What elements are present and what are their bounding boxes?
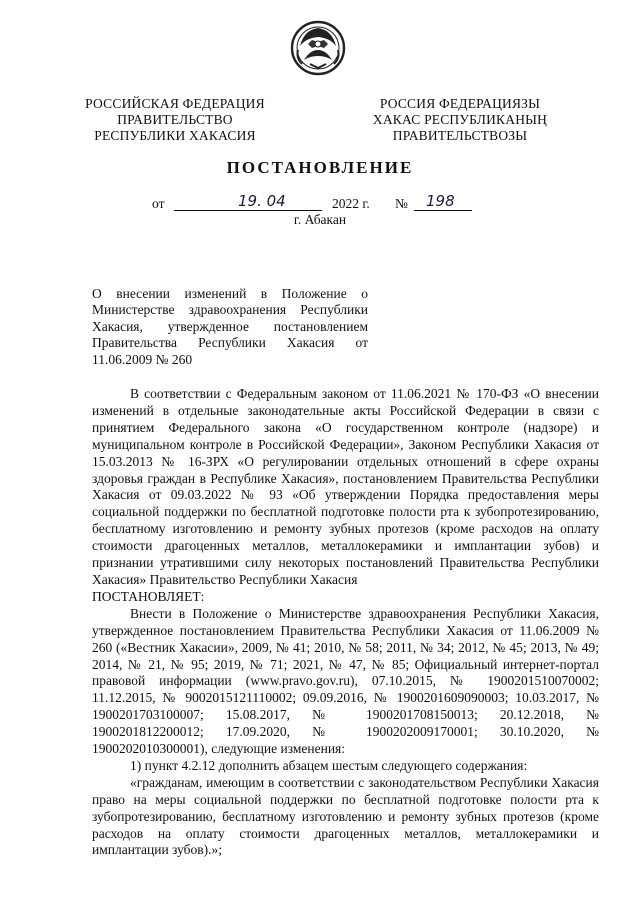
date-year: 2022 г.	[332, 196, 370, 211]
document-subject: О внесении изменений в Положение о Министерстве здравоохранения Республики Хакасия, утвержденное постановлением Правительства Республики Хакасия от 11.06.2009 № 260	[92, 285, 368, 367]
header-right-line-3: ПРАВИТЕЛЬСТВОЗЫ	[392, 128, 528, 143]
number-label: №	[395, 196, 408, 211]
document-body	[92, 386, 599, 859]
header-left-line-2: ПРАВИТЕЛЬСТВО	[117, 112, 233, 127]
quoted-addition-paragraph: «гражданам, имеющим в соответствии с законодательством Республики Хакасия право на меры социальной поддержки по бесплатной подготовке полости рта к зубопротезированию, бесплатному изготовлению и ремонту зубных протезов (кроме расходов на оплату стоимости драгоценных металлов, металлокерамики и имплантации зубов).»;	[92, 774, 599, 858]
handwritten-date: 19. 04	[238, 192, 286, 210]
amendment-paragraph: Внести в Положение о Министерстве здравоохранения Республики Хакасия, утвержденное постановлением Правительства Республики Хакасия от 11.06.2009 № 260 («Вестник Хакасии», 2009, № 41; 2010, № 58; 2011, № 34; 2012, № 45; 2013, № 49; 2014, № 21, № 95; 2019, № 71; 2021, № 47, № 85; Официальный интернет-портал правовой информации (www.pravo.gov.ru), 07.10.2015, № 1900201510070002; 11.12.2015, № 9002015121110002; 09.09.2016, № 1900201609090003; 10.03.2017, № 1900201703100007; 15.08.2017, № 1900201708150013; 20.12.2018, № 1900201812200012; 17.09.2020, № 1900202009170001; 30.10.2020, № 1900202010300001), следующие изменения:	[92, 605, 599, 757]
header-right-block	[365, 96, 555, 144]
handwritten-number: 198	[426, 192, 455, 210]
preamble-paragraph: В соответствии с Федеральным законом от 11.06.2021 № 170-ФЗ «О внесении изменений в отдельные законодательные акты Российской Федерации в связи с принятием Федерального закона «О государственном контроле (надзоре) и муниципальном контроле в Российской Федерации», Законом Республики Хакасия от 15.03.2013 № 16-ЗРХ «О регулировании отдельных отношений в сфере охраны здоровья граждан в Республике Хакасия», постановлением Правительства Республики Хакасия от 09.03.2022 № 93 «Об утверждении Порядка предоставления меры социальной поддержки по бесплатной подготовке полости рта к зубопротезированию, бесплатному изготовлению и ремонту зубных протезов (кроме расходов на оплату стоимости драгоценных металлов, металлокерамики и имплантации зубов) и признании утратившими силу некоторых постановлений Правительства Республики Хакасия» Правительство Республики Хакасия	[92, 386, 599, 587]
city-name: г. Абакан	[293, 212, 347, 227]
date-from-label: от	[152, 196, 165, 211]
header-left-line-3: РЕСПУБЛИКИ ХАКАСИЯ	[94, 128, 256, 143]
document-title: ПОСТАНОВЛЕНИЕ	[226, 158, 414, 177]
coat-of-arms-emblem	[290, 20, 346, 76]
decree-word: ПОСТАНОВЛЯЕТ:	[92, 588, 205, 604]
item-1-paragraph: 1) пункт 4.2.12 дополнить абзацем шестым следующего содержания:	[130, 757, 528, 773]
header-right-line-1: РОССИЯ ФЕДЕРАЦИЯЗЫ	[379, 96, 541, 111]
header-right-line-2: ХАКАС РЕСПУБЛИКАНЫҢ	[372, 112, 548, 127]
header-left-block	[80, 96, 270, 144]
header-left-line-1: РОССИЙСКАЯ ФЕДЕРАЦИЯ	[85, 96, 265, 111]
